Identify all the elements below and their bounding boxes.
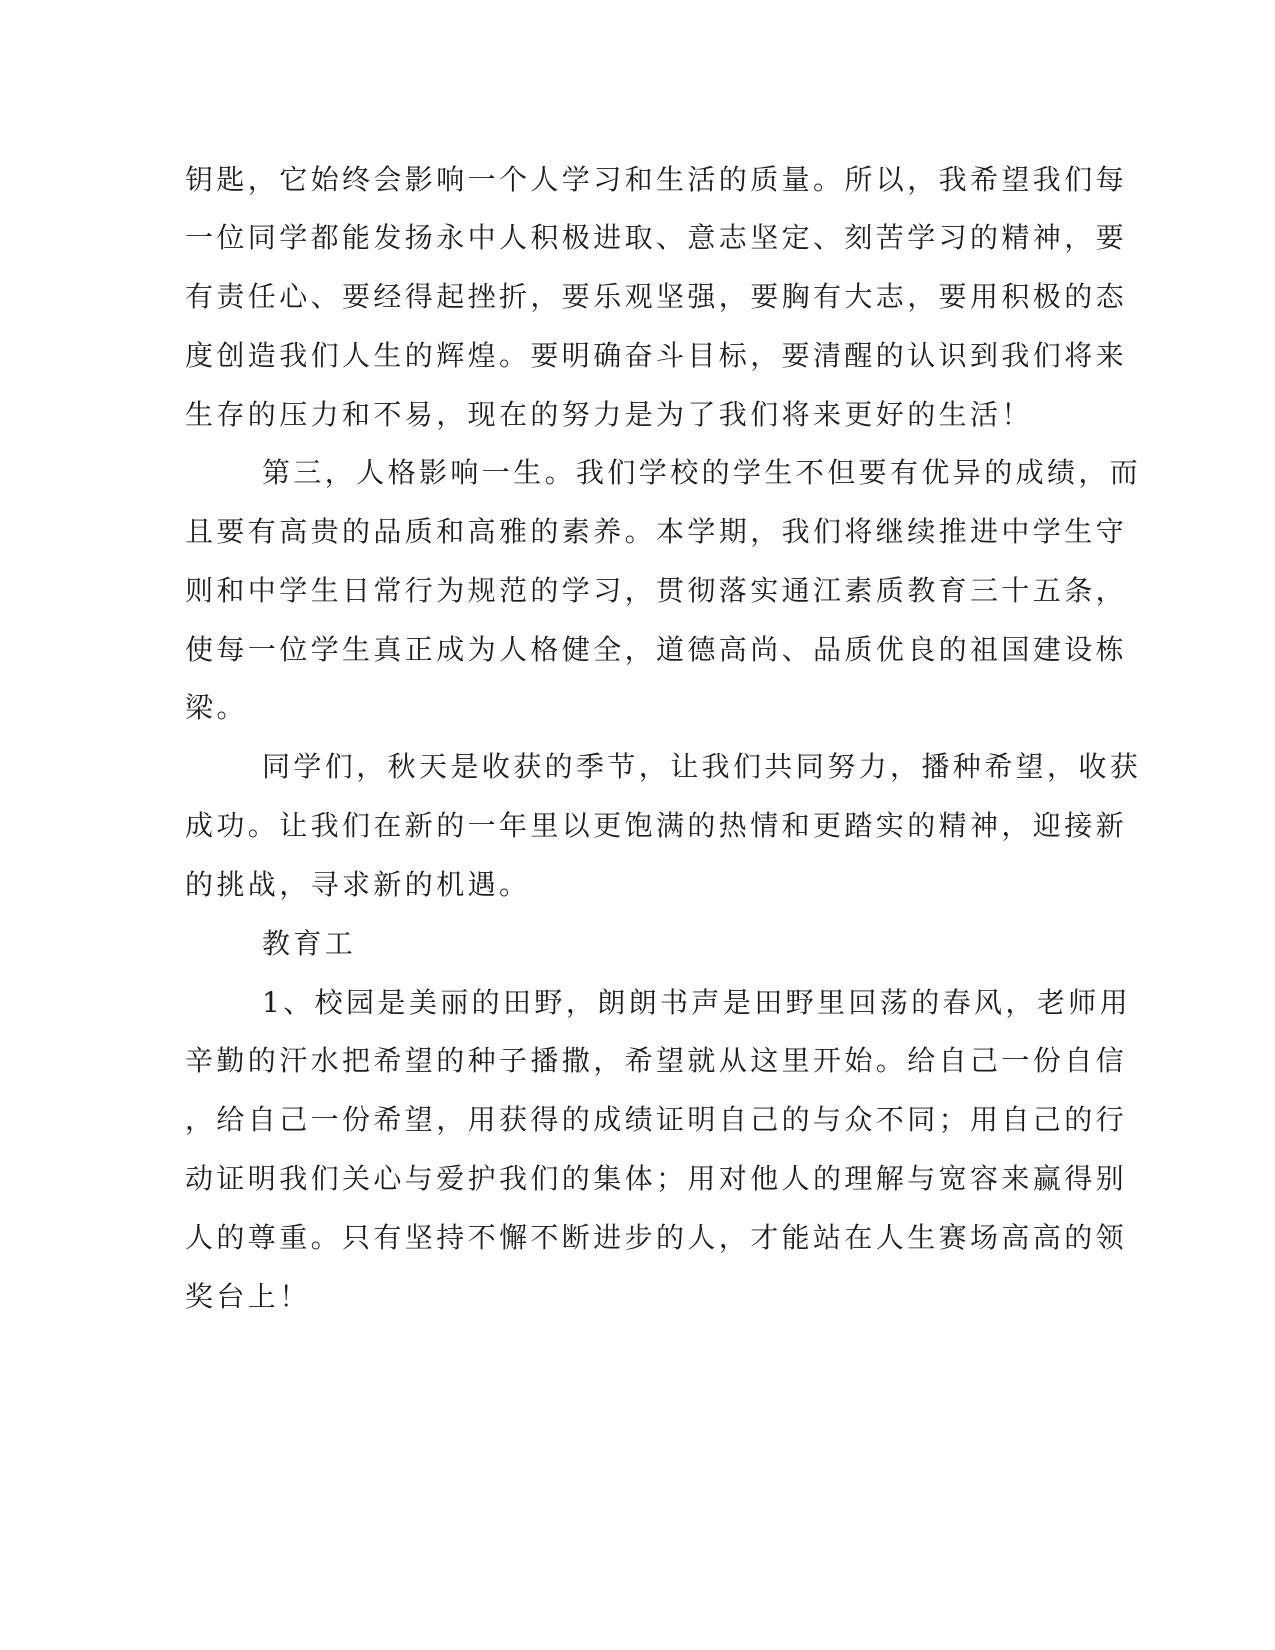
text-line: 动证明我们关心与爱护我们的集体；用对他人的理解与宽容来赢得别 <box>185 1162 1128 1195</box>
text-line: 的挑战，寻求新的机遇。 <box>185 868 531 901</box>
text-line: 度创造我们人生的辉煌。要明确奋斗目标，要清醒的认识到我们将来 <box>185 339 1128 372</box>
text-line: 则和中学生日常行为规范的学习，贯彻落实通江素质教育三十五条， <box>185 574 1128 607</box>
text-line: 1、校园是美丽的田野，朗朗书声是田野里回荡的春风，老师用 <box>262 986 1132 1019</box>
text-line: 人的尊重。只有坚持不懈不断进步的人，才能站在人生赛场高高的领 <box>185 1221 1128 1254</box>
text-line: 同学们，秋天是收获的季节，让我们共同努力，播种希望，收获 <box>262 750 1142 783</box>
text-line: 有责任心、要经得起挫折，要乐观坚强，要胸有大志，要用积极的态 <box>185 280 1128 313</box>
text-line: 辛勤的汗水把希望的种子播撒，希望就从这里开始。给自己一份自信 <box>185 1044 1128 1077</box>
text-line: ，给自己一份希望，用获得的成绩证明自己的与众不同；用自己的行 <box>185 1103 1128 1136</box>
text-line: 使每一位学生真正成为人格健全，道德高尚、品质优良的祖国建设栋 <box>185 633 1128 666</box>
text-line: 一位同学都能发扬永中人积极进取、意志坚定、刻苦学习的精神，要 <box>185 221 1128 254</box>
text-line: 生存的压力和不易，现在的努力是为了我们将来更好的生活！ <box>185 398 1033 431</box>
text-line: 且要有高贵的品质和高雅的素养。本学期，我们将继续推进中学生守 <box>185 515 1128 548</box>
text-line: 梁。 <box>185 691 248 724</box>
text-line: 奖台上！ <box>185 1280 311 1313</box>
text-line: 第三，人格影响一生。我们学校的学生不但要有优异的成绩，而 <box>262 456 1142 489</box>
section-heading: 教育工 <box>262 927 357 960</box>
text-line: 成功。让我们在新的一年里以更饱满的热情和更踏实的精神，迎接新 <box>185 809 1128 842</box>
text-line: 钥匙，它始终会影响一个人学习和生活的质量。所以，我希望我们每 <box>185 163 1128 196</box>
